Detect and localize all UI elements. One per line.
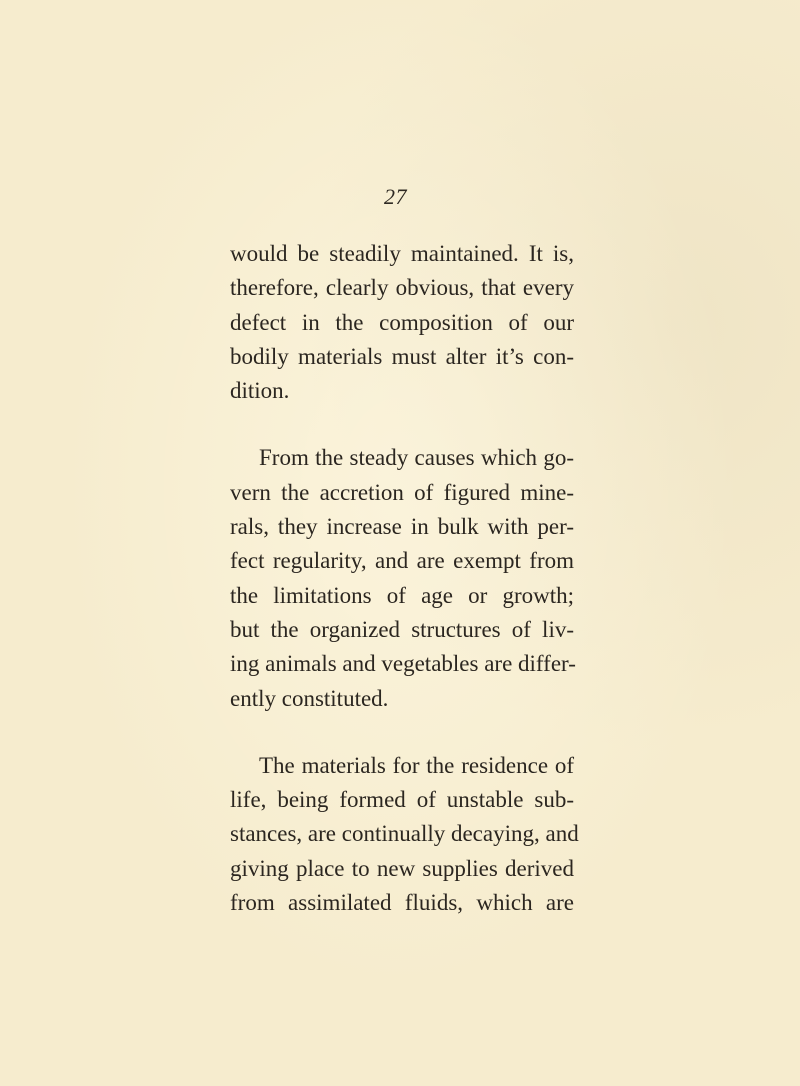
text-line: but the organized structures of liv- [230, 616, 574, 642]
text-line: dition. [230, 378, 290, 404]
text-line: fect regularity, and are exempt from [230, 548, 574, 574]
page-number: 27 [384, 184, 407, 209]
text-line: giving place to new supplies derived [230, 855, 574, 881]
text-line: vern the accretion of figured mine- [230, 479, 574, 505]
text-line: ently constituted. [230, 685, 389, 711]
text-line: bodily materials must alter it’s con- [230, 343, 574, 369]
text-line: the limitations of age or growth; [230, 582, 574, 608]
text-line: ing animals and vegetables are differ- [230, 651, 576, 677]
paragraph-gap [230, 408, 574, 441]
text-line: From the steady causes which go- [259, 445, 574, 471]
text-line: therefore, clearly obvious, that every [230, 275, 574, 301]
paragraph-1 [230, 237, 574, 408]
paragraph-2 [230, 441, 574, 715]
body-text [230, 237, 579, 920]
text-line: defect in the composition of our [230, 309, 574, 335]
text-line: from assimilated fluids, which are [230, 890, 574, 916]
text-line: life, being formed of unstable sub- [230, 787, 574, 813]
text-line: The materials for the residence of [259, 752, 574, 778]
text-line: would be steadily maintained. It is, [230, 241, 574, 266]
paragraph-3 [230, 749, 579, 920]
text-line: rals, they increase in bulk with per- [230, 514, 574, 540]
paragraph-gap [230, 716, 574, 749]
text-line: stances, are continually decaying, and [230, 821, 579, 847]
